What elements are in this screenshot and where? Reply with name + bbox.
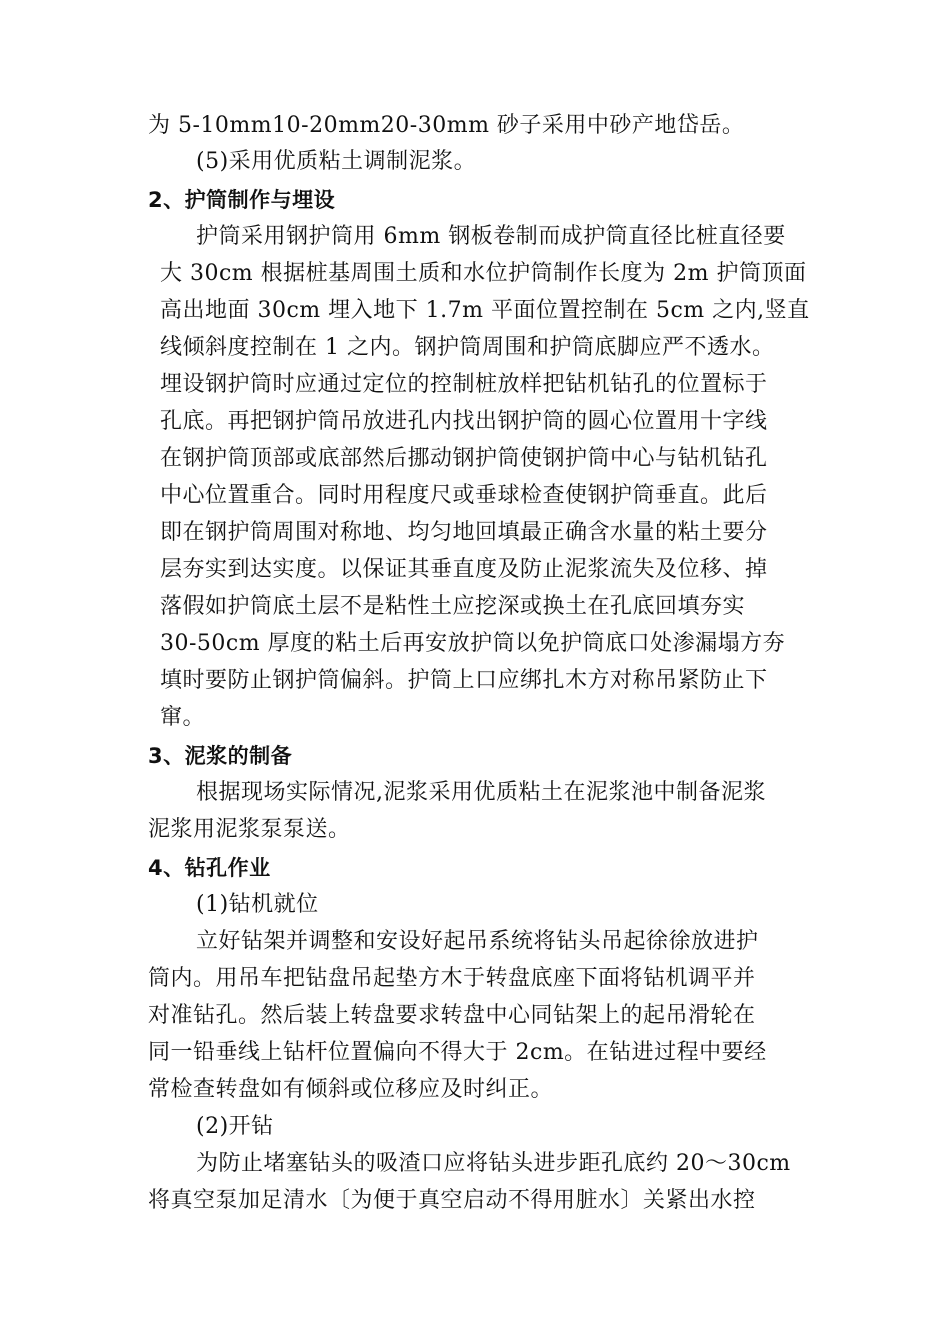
paragraph-line: 同一铅垂线上钻杆位置偏向不得大于 2cm。在钻进过程中要经 (148, 1040, 767, 1065)
paragraph-line: 埋设钢护筒时应通过定位的控制桩放样把钻机钻孔的位置标于 (160, 372, 768, 397)
subheading-rig-positioning: (1)钻机就位 (196, 892, 319, 917)
section-heading-casing: 2、护筒制作与埋设 (148, 188, 336, 212)
paragraph-line: 根据现场实际情况,泥浆采用优质粘土在泥浆池中制备泥浆 (196, 780, 766, 805)
paragraph-line: 高出地面 30cm 埋入地下 1.7m 平面位置控制在 5cm 之内,竖直 (160, 298, 810, 323)
paragraph-line: 窜。 (160, 705, 206, 730)
text-line-clay-item: (5)采用优质粘土调制泥浆。 (196, 149, 477, 174)
paragraph-line: 将真空泵加足清水〔为便于真空启动不得用脏水〕关紧出水控 (148, 1188, 756, 1213)
paragraph-line: 立好钻架并调整和安设好起吊系统将钻头吊起徐徐放进护 (196, 929, 759, 954)
subheading-start-drilling: (2)开钻 (196, 1114, 274, 1139)
paragraph-line: 填时要防止钢护筒偏斜。护筒上口应绑扎木方对称吊紧防止下 (160, 668, 768, 693)
paragraph-line: 泥浆用泥浆泵泵送。 (148, 817, 351, 842)
paragraph-line: 对准钻孔。然后装上转盘要求转盘中心同钻架上的起吊滑轮在 (148, 1003, 756, 1028)
paragraph-line: 线倾斜度控制在 1 之内。钢护筒周围和护筒底脚应严不透水。 (160, 335, 775, 360)
paragraph-line: 筒内。用吊车把钻盘吊起垫方木于转盘底座下面将钻机调平并 (148, 966, 756, 991)
paragraph-line: 落假如护筒底土层不是粘性土应挖深或换土在孔底回填夯实 (160, 594, 746, 619)
paragraph-line: 在钢护筒顶部或底部然后挪动钢护筒使钢护筒中心与钻机钻孔 (160, 446, 768, 471)
section-heading-slurry: 3、泥浆的制备 (148, 744, 293, 768)
paragraph-line: 即在钢护筒周围对称地、均匀地回填最正确含水量的粘土要分 (160, 520, 768, 545)
paragraph-line: 护筒采用钢护筒用 6mm 钢板卷制而成护筒直径比桩直径要 (196, 224, 786, 249)
paragraph-line: 层夯实到达实度。以保证其垂直度及防止泥浆流失及位移、掉 (160, 557, 768, 582)
paragraph-line: 为防止堵塞钻头的吸渣口应将钻头进步距孔底约 20～30cm (196, 1151, 791, 1176)
paragraph-line: 常检查转盘如有倾斜或位移应及时纠正。 (148, 1077, 554, 1102)
paragraph-line: 大 30cm 根据桩基周围土质和水位护筒制作长度为 2m 护筒顶面 (160, 261, 807, 286)
text-line-aggregate-spec: 为 5-10mm10-20mm20-30mm 砂子采用中砂产地岱岳。 (148, 113, 745, 138)
section-heading-drilling: 4、钻孔作业 (148, 856, 271, 880)
paragraph-line: 30-50cm 厚度的粘土后再安放护筒以免护筒底口处渗漏塌方夯 (160, 631, 786, 656)
paragraph-line: 中心位置重合。同时用程度尺或垂球检查使钢护筒垂直。此后 (160, 483, 768, 508)
paragraph-line: 孔底。再把钢护筒吊放进孔内找出钢护筒的圆心位置用十字线 (160, 409, 768, 434)
